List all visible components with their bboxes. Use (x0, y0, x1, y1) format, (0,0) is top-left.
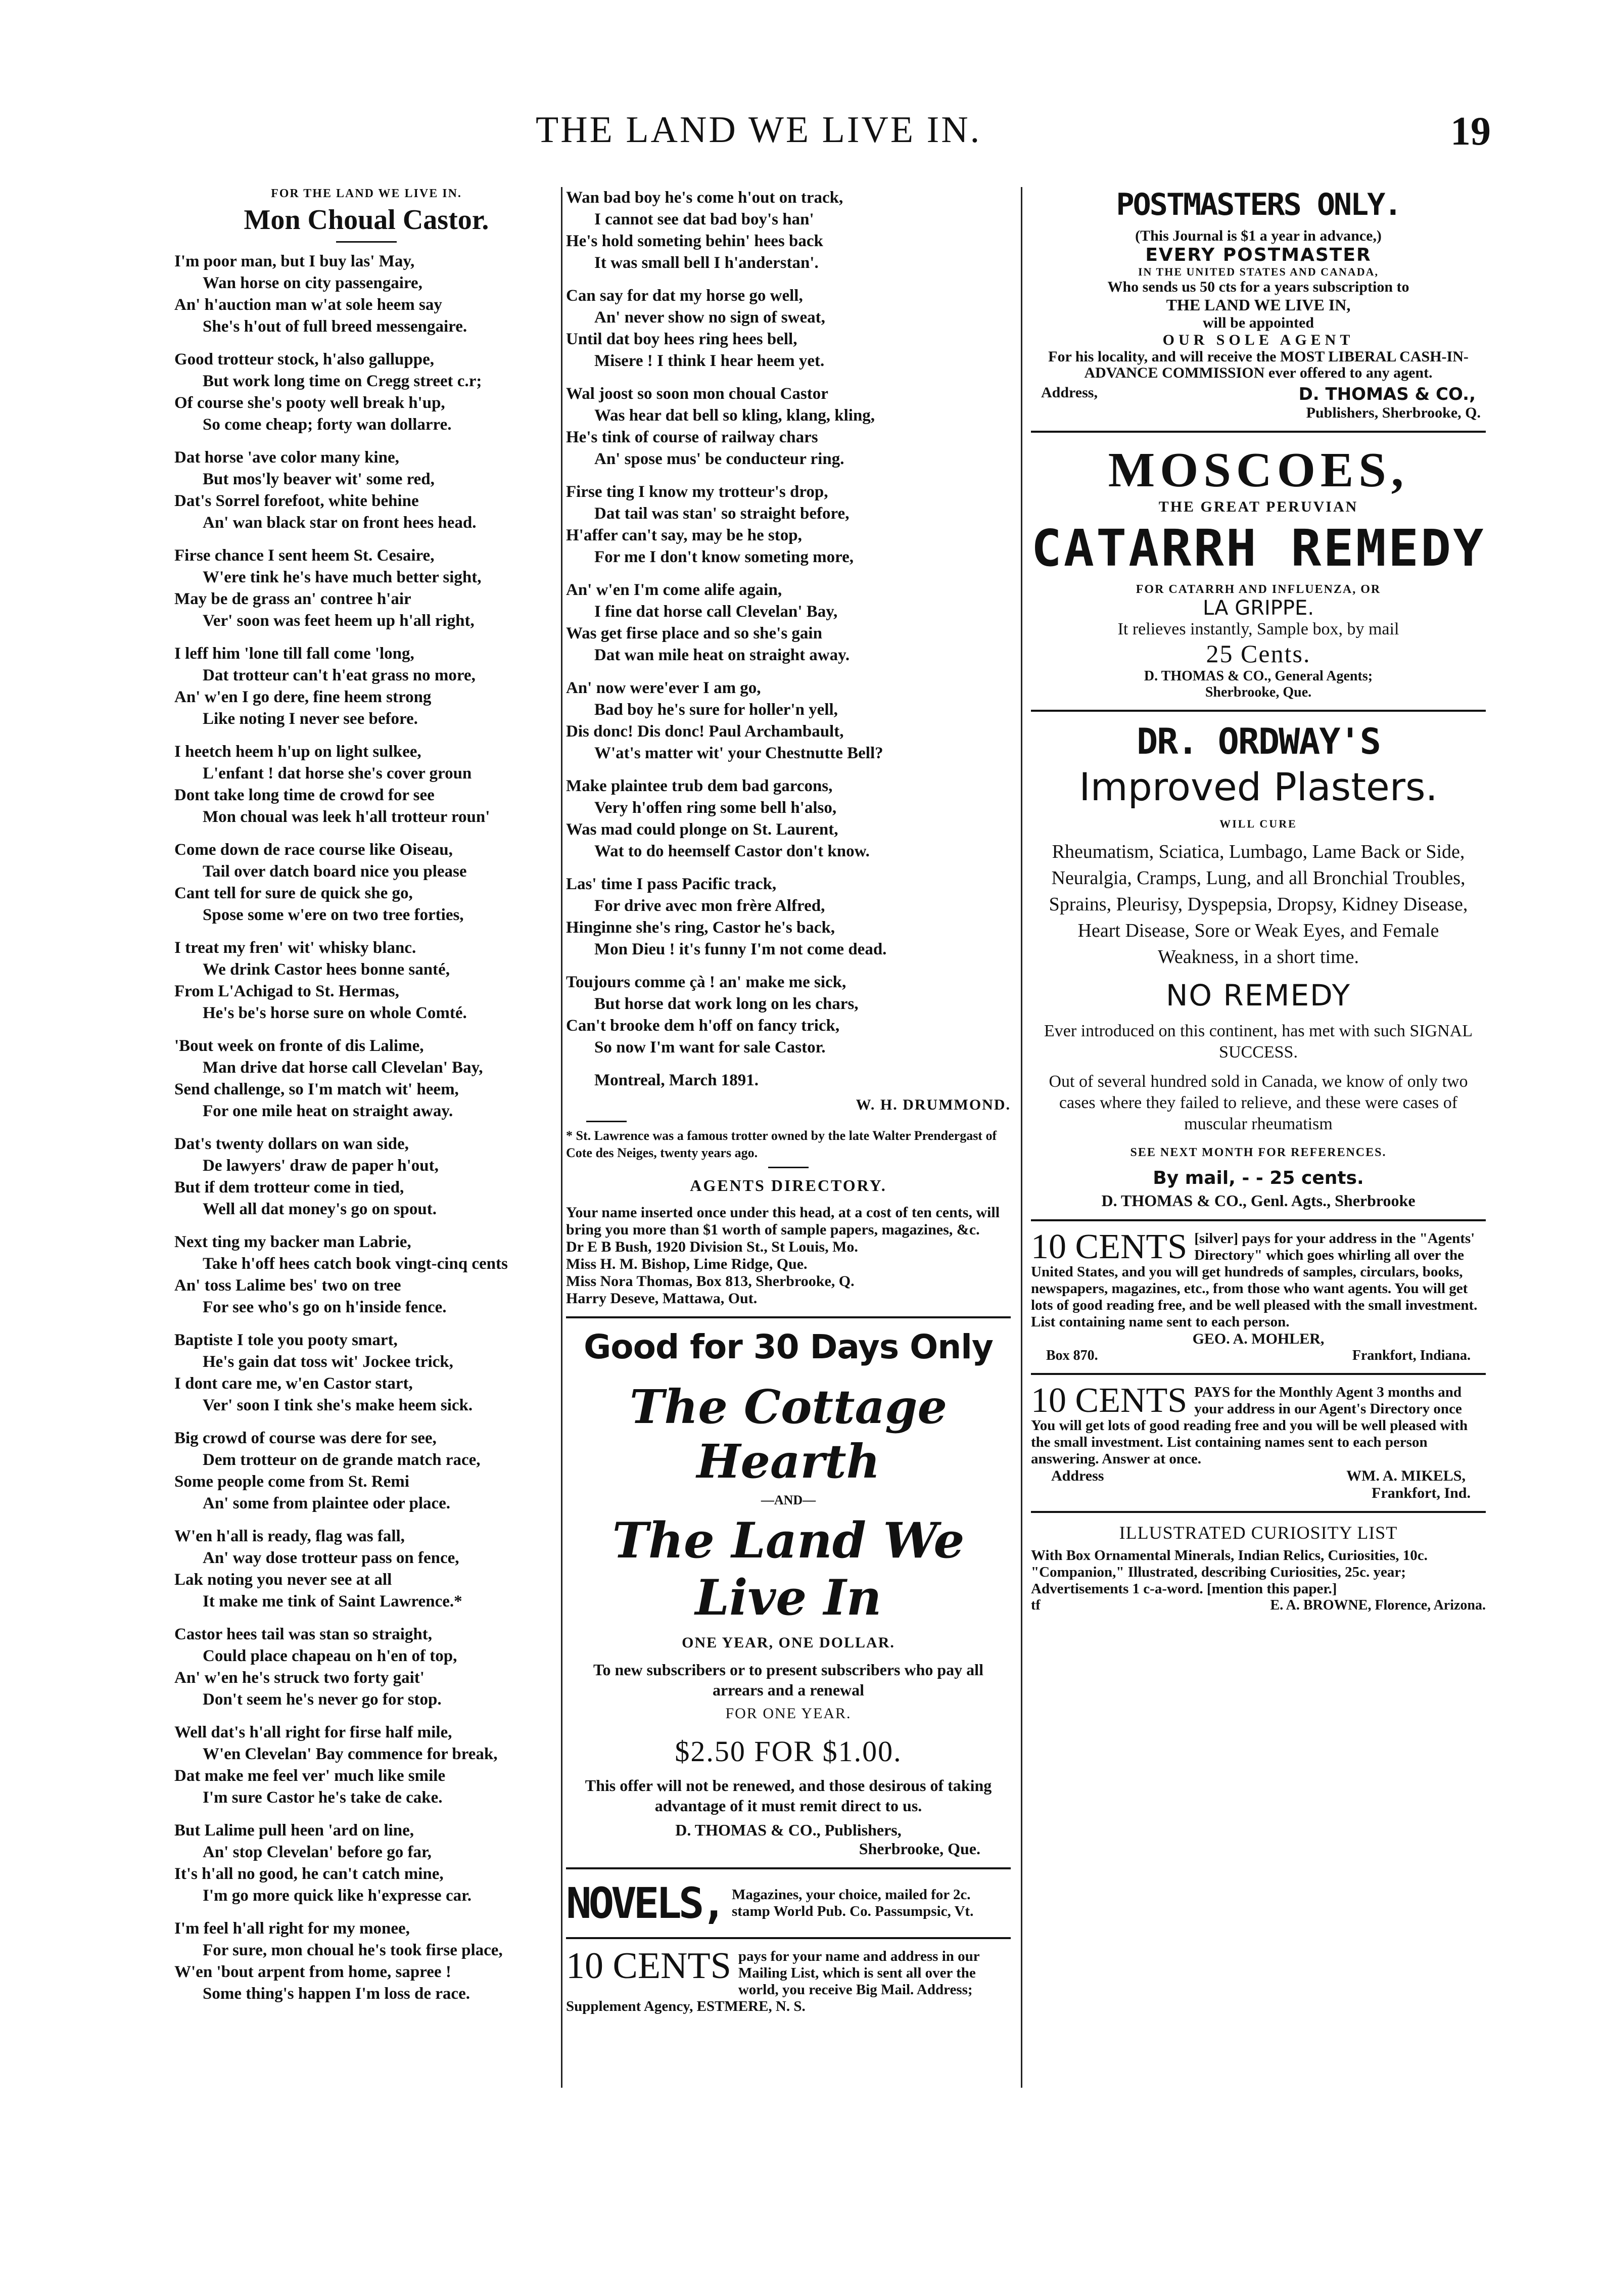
mikels-name: WM. A. MIKELS, (1346, 1467, 1466, 1484)
offer-place: Sherbrooke, Que. (859, 1840, 980, 1858)
poem-line: Baptiste I tole you pooty smart, (174, 1331, 398, 1349)
poem-signature: W. H. DRUMMOND. (856, 1096, 1011, 1113)
poem-stanza (174, 741, 558, 828)
advertisement-column (1031, 187, 1486, 1614)
poem-line: But work long time on Cregg street c.r; (203, 372, 482, 390)
poem-line: But Lalime pull heen 'ard on line, (174, 1821, 414, 1840)
ordway-out: Out of several hundred sold in Canada, we know of only two cases where they failed to relieve, and these were cases of muscular rheumatism (1049, 1072, 1468, 1133)
curiosity-name: E. A. BROWNE, Florence, Arizona. (1270, 1597, 1486, 1613)
poem-column (174, 187, 558, 2016)
poem-line: W'en Clevelan' Bay commence for break, (203, 1745, 498, 1763)
poem-line: But mos'ly beaver wit' some red, (203, 470, 435, 488)
poem-stanza (566, 972, 1011, 1059)
agents-directory-heading: AGENTS DIRECTORY. (690, 1176, 887, 1195)
ordway-agents: D. THOMAS & CO., Genl. Agts., Sherbrooke (1101, 1191, 1416, 1210)
poem-line: Well all dat money's go on spout. (203, 1200, 437, 1218)
agent-entry: Miss Nora Thomas, Box 813, Sherbrooke, Q. (566, 1273, 855, 1290)
publication-name: The Land We Live In (612, 1512, 965, 1626)
moscoes-ad (1031, 442, 1486, 701)
poem-line: L'enfant ! dat horse she's cover groun (203, 764, 472, 783)
poem-line: Ver' soon I tink she's make heem sick. (203, 1396, 473, 1414)
poem-stanza (566, 579, 1011, 666)
poem-stanza (566, 285, 1011, 372)
poem-line: Las' time I pass Pacific track, (566, 875, 777, 893)
offer-price-line: ONE YEAR, ONE DOLLAR. (682, 1634, 895, 1651)
poem-line: Well dat's h'all right for firse half mile, (174, 1723, 452, 1741)
cottage-hearth-offer (566, 1327, 1011, 1858)
poem-line: Of course she's pooty well break h'up, (174, 394, 445, 412)
poem-line: Next ting my backer man Labrie, (174, 1233, 411, 1251)
poem-dateline: Montreal, March 1891. (594, 1071, 759, 1089)
poem-line: Wan horse on city passengaire, (203, 274, 422, 292)
poem-line: Mon Dieu ! it's funny I'm not come dead. (594, 940, 887, 958)
poem-line: An' now were'ever I am go, (566, 679, 761, 697)
middle-column (566, 187, 1011, 2015)
poem-line: Can't brooke dem h'off on fancy trick, (566, 1017, 840, 1035)
poem-line: De lawyers' draw de paper h'out, (203, 1157, 439, 1175)
agent-entry: Miss H. M. Bishop, Lime Ridge, Que. (566, 1256, 808, 1272)
postmasters-title: POSTMASTERS ONLY. (1116, 187, 1401, 222)
page-header (0, 109, 1602, 169)
poem-line: Tail over datch board nice you please (203, 862, 467, 881)
poem-line: An' stop Clevelan' before go far, (203, 1843, 432, 1861)
poem-line: She's h'out of full breed messengaire. (203, 317, 467, 336)
poem-line: Some people come from St. Remi (174, 1473, 409, 1491)
poem-line: Dat trotteur can't h'eat grass no more, (203, 666, 476, 684)
postmasters-line: IN THE UNITED STATES AND CANADA, (1138, 265, 1379, 278)
poem-line: Firse chance I sent heem St. Cesaire, (174, 546, 435, 565)
divider (1031, 710, 1486, 712)
address-name: D. THOMAS & CO., (1298, 384, 1476, 404)
poem-stanza (174, 1722, 558, 1809)
ordway-cures: Rheumatism, Sciatica, Lumbago, Lame Back or Side, Neuralgia, Cramps, Lung, and all Bronchial Troubles, Sprains, Pleurisy, Dyspepsia, Dropsy, Kidney Disease, Heart Disease, Sore or Weak Eyes, and Female Weakness, in a short time. (1049, 841, 1468, 968)
poem-line: Lak noting you never see at all (174, 1571, 392, 1589)
poem-line: Could place chapeau on h'en of top, (203, 1647, 457, 1665)
ten-cents-word: 10 CENTS (1031, 1227, 1188, 1266)
ordway-no-remedy: NO REMEDY (1165, 978, 1351, 1013)
poem-line: He's gain dat toss wit' Jockee trick, (203, 1353, 453, 1371)
poem-line: I'm poor man, but I buy las' May, (174, 252, 415, 270)
poem-line: An' w'en he's struck two forty gait' (174, 1669, 425, 1687)
divider (566, 1316, 1011, 1318)
poem-line: But horse dat work long on les chars, (594, 995, 859, 1013)
poem-line: Hinginne she's ring, Castor he's back, (566, 919, 835, 937)
poem-line: H'affer can't say, may be he stop, (566, 526, 802, 544)
poem-line: Wal joost so soon mon choual Castor (566, 385, 828, 403)
offer-subscriber-text: To new subscribers or to present subscribers who pay all arrears and a renewal (593, 1661, 983, 1699)
agents-directory-text: Your name inserted once under this head, at a cost of ten cents, will bring you more than $1 worth of sample papers, magazines, &c. (566, 1204, 1000, 1238)
poem-line: W'ere tink he's have much better sight, (203, 568, 482, 586)
poem-stanza (174, 349, 558, 436)
column-rule (561, 187, 562, 2088)
curiosity-address (1031, 1597, 1486, 1614)
postmasters-line: will be appointed (1202, 314, 1314, 331)
ordway-see-next: SEE NEXT MONTH FOR REFERENCES. (1130, 1146, 1387, 1159)
mohler-box: Box 870. (1046, 1348, 1098, 1363)
poem-line: It was small bell I h'anderstan'. (594, 254, 819, 272)
running-title: THE LAND WE LIVE IN. (536, 109, 982, 151)
poem-line: Make plaintee trub dem bad garcons, (566, 777, 833, 795)
poem-line: I heetch heem h'up on light sulkee, (174, 743, 421, 761)
ten-cents-word: 10 CENTS (566, 1945, 731, 1987)
poem-stanza (174, 937, 558, 1024)
poem-line: Dat make me feel ver' much like smile (174, 1767, 446, 1785)
offer-note: This offer will not be renewed, and those desirous of taking advantage of it must remit direct to us. (585, 1776, 992, 1815)
poem-stanza (174, 1133, 558, 1220)
poem-line: An' h'auction man w'at sole heem say (174, 296, 442, 314)
mikels-place: Frankfort, Ind. (1372, 1485, 1471, 1501)
poem-line: An' toss Lalime bes' two on tree (174, 1276, 401, 1295)
postmasters-line: THE LAND WE LIVE IN, (1166, 296, 1351, 314)
divider (1031, 1219, 1486, 1221)
footnote: * St. Lawrence was a famous trotter owned by the late Walter Prendergast of Cote des Neiges, twenty years ago. (566, 1128, 997, 1160)
poem-line: Some thing's happen I'm loss de race. (203, 1985, 470, 2003)
poem-line: Mon choual was leek h'all trotteur roun' (203, 808, 490, 826)
poem-line: Dat horse 'ave color many kine, (174, 448, 399, 467)
poem-line: W'at's matter wit' your Chestnutte Bell? (594, 744, 883, 762)
address-place: Publishers, Sherbrooke, Q. (1306, 404, 1481, 421)
curiosity-tf: tf (1031, 1597, 1041, 1613)
poem-line: An' w'en I go dere, fine heem strong (174, 688, 432, 706)
poem-stanza (174, 1329, 558, 1416)
poem-stanza (174, 1231, 558, 1318)
poem-line: From L'Achigad to St. Hermas, (174, 982, 399, 1000)
poem-line: Cant tell for sure de quick she go, (174, 884, 413, 902)
moscoes-for: FOR CATARRH AND INFLUENZA, OR (1136, 583, 1381, 596)
moscoes-price: 25 Cents. (1206, 639, 1311, 668)
ordway-sub: Improved Plasters. (1079, 764, 1438, 809)
poem-line: Was hear dat bell so kling, klang, kling, (594, 406, 875, 425)
ordway-will-cure: WILL CURE (1219, 817, 1297, 830)
poem-line: Come down de race course like Oiseau, (174, 841, 453, 859)
poem-stanza (174, 447, 558, 534)
moscoes-grippe: LA GRIPPE. (1202, 596, 1314, 620)
poem-stanza (174, 839, 558, 926)
poem-line: Misere ! I think I hear heem yet. (594, 352, 825, 370)
ten-cents-word: 10 CENTS (1031, 1381, 1188, 1420)
poem-line: An' way dose trotteur pass on fence, (203, 1549, 459, 1567)
poem-line: Toujours comme çà ! an' make me sick, (566, 973, 846, 991)
poem-line: May be de grass an' contree h'air (174, 590, 411, 608)
poem-line: Wan bad boy he's come h'out on track, (566, 189, 843, 207)
poem-line: So now I'm want for sale Castor. (594, 1038, 826, 1057)
poem-line: An' wan black star on front hees head. (203, 514, 477, 532)
poem-line: We drink Castor hees bonne santé, (203, 960, 450, 979)
poem-line: W'en 'bout arpent from home, sapree ! (174, 1963, 451, 1981)
poem-line: I'm feel h'all right for my monee, (174, 1919, 410, 1938)
poem-line: An' never show no sign of sweat, (594, 308, 825, 327)
mohler-ad (1031, 1227, 1486, 1364)
poem-line: An' some from plaintee oder place. (203, 1494, 451, 1512)
poem-line: He's tink of course of railway chars (566, 428, 818, 446)
postmasters-ad (1031, 187, 1486, 422)
poem-line: He's be's horse sure on whole Comté. (203, 1004, 467, 1022)
postmasters-line: Who sends us 50 cts for a years subscription to (1107, 279, 1409, 295)
ordway-mail: By mail, - - 25 cents. (1153, 1168, 1364, 1188)
moscoes-agents: D. THOMAS & CO., General Agents; (1144, 668, 1373, 684)
poem-line: I fine dat horse call Clevelan' Bay, (594, 603, 838, 621)
divider (586, 1121, 627, 1122)
postmasters-line: (This Journal is $1 a year in advance,) (1135, 227, 1382, 244)
poem-line: W'en h'all is ready, flag was fall, (174, 1527, 405, 1545)
poem-stanza (174, 1820, 558, 1907)
poem-line: Dat's Sorrel forefoot, white behine (174, 492, 419, 510)
mikels-ad (1031, 1381, 1486, 1502)
novels-ad (566, 1878, 1011, 1928)
poem-line: Don't seem he's never go for stop. (203, 1690, 442, 1709)
poem-line: I'm go more quick like h'expresse car. (203, 1887, 472, 1905)
mikels-text: PAYS for the Monthly Agent 3 months and your address in our Agent's Directory once You will get lots of good reading free and you will be well pleased with the small investment. List containing names sent to each person answering. Answer at once. (1031, 1384, 1468, 1467)
poem-line: For see who's go on h'inside fence. (203, 1298, 447, 1316)
poem-stanza (566, 874, 1011, 960)
divider (1031, 1373, 1486, 1375)
poem-stanza (174, 643, 558, 730)
poem-line: Dis donc! Dis donc! Paul Archambault, (566, 722, 844, 741)
poem-stanza (174, 545, 558, 632)
poem-line: Wat to do heemself Castor don't know. (594, 842, 870, 860)
poem-stanza (566, 187, 1011, 274)
divider (768, 1167, 809, 1168)
poem-line: For sure, mon choual he's took firse place, (203, 1941, 503, 1959)
poem-line: Can say for dat my horse go well, (566, 287, 803, 305)
poem-line: Ver' soon was feet heem up h'all right, (203, 612, 475, 630)
poem-line: I treat my fren' wit' whisky blanc. (174, 939, 416, 957)
mohler-text: [silver] pays for your address in the "Agents' Directory" which goes whirling all over the United States, and you will get hundreds of samples, circulars, books, newspapers, magazines, etc., from those who want agents. You will get lots of good reading free, and be well pleased with the small investment. List containing name sent to each person. (1031, 1230, 1478, 1330)
poem-title: Mon Choual Castor. (244, 204, 489, 236)
offer-and: —AND— (761, 1493, 816, 1507)
poem-line: Big crowd of course was dere for see, (174, 1429, 437, 1447)
poem-stanza (566, 383, 1011, 470)
poem-line: Send challenge, so I'm match wit' heem, (174, 1080, 459, 1098)
poem-stanzas (174, 251, 558, 2005)
agent-entry: Harry Deseve, Mattawa, Out. (566, 1290, 758, 1307)
poem-line: Good trotteur stock, h'also galluppe, (174, 350, 434, 369)
mohler-address (1031, 1348, 1486, 1364)
divider (566, 1937, 1011, 1939)
curiosity-title: ILLUSTRATED CURIOSITY LIST (1119, 1523, 1398, 1543)
poem-stanza (174, 1624, 558, 1711)
poem-stanza (174, 1526, 558, 1613)
poem-stanza (174, 251, 558, 338)
poem-line: An' spose mus' be conducteur ring. (594, 450, 844, 468)
poem-line: I cannot see dat bad boy's han' (594, 210, 814, 228)
moscoes-relieves: It relieves instantly, Sample box, by mail (1117, 620, 1399, 638)
divider (1031, 1511, 1486, 1513)
offer-headline: Good for 30 Days Only (584, 1327, 993, 1366)
poem-line: Take h'off hees catch book vingt-cinq cents (203, 1255, 508, 1273)
poem-stanza (566, 677, 1011, 764)
ten-cents-text: pays for your name and address in our Mailing List, which is sent all over the world, you receive Big Mail. Address; Supplement Agency, ESTMERE, N. S. (566, 1948, 980, 2014)
poem-line: It make me tink of Saint Lawrence.* (203, 1592, 462, 1611)
ordway-ad (1031, 721, 1486, 1210)
poem-line: Until dat boy hees ring hees bell, (566, 330, 797, 348)
postmasters-address (1031, 384, 1486, 404)
poem-line: For drive avec mon frère Alfred, (594, 897, 825, 915)
poem-stanza (174, 1035, 558, 1122)
poem-line: 'Bout week on fronte of dis Lalime, (174, 1037, 424, 1055)
offer-term: FOR ONE YEAR. (725, 1705, 852, 1722)
poem-line: I'm sure Castor he's take de cake. (203, 1788, 443, 1807)
poem-line: An' w'en I'm come alife again, (566, 581, 782, 599)
divider (336, 241, 397, 243)
ordway-ever: Ever introduced on this continent, has met with such SIGNAL SUCCESS. (1044, 1022, 1473, 1062)
poem-dedication: FOR THE LAND WE LIVE IN. (271, 187, 462, 200)
poem-line: Spose some w'ere on two tree forties, (203, 906, 464, 924)
poem-line: So come cheap; forty wan dollarre. (203, 416, 452, 434)
poem-line: Dat wan mile heat on straight away. (594, 646, 850, 664)
agent-entry: Dr E B Bush, 1920 Division St., St Louis, Mo. (566, 1238, 858, 1255)
poem-line: Castor hees tail was stan so straight, (174, 1625, 432, 1643)
mohler-place: Frankfort, Indiana. (1352, 1348, 1471, 1363)
page-number: 19 (1450, 109, 1491, 154)
poem-line: But if dem trotteur come in tied, (174, 1178, 404, 1197)
poem-line: It's h'all no good, he can't catch mine, (174, 1865, 444, 1883)
poem-line: Firse ting I know my trotteur's drop, (566, 483, 828, 501)
moscoes-title: MOSCOES, (1108, 443, 1409, 497)
poem-line: He's hold someting behin' hees back (566, 232, 823, 250)
ordway-title: DR. ORDWAY'S (1137, 721, 1380, 762)
mohler-name: GEO. A. MOHLER, (1192, 1330, 1325, 1347)
agents-list (566, 1238, 1011, 1307)
poem-line: I dont care me, w'en Castor start, (174, 1374, 413, 1393)
supplement-agency-ad (566, 1945, 1011, 2015)
poem-line: Dat's twenty dollars on wan side, (174, 1135, 409, 1153)
poem-stanza (174, 1918, 558, 2005)
poem-line: Man drive dat horse call Clevelan' Bay, (203, 1059, 483, 1077)
poem-stanza (566, 481, 1011, 568)
offer-publisher: D. THOMAS & CO., Publishers, (675, 1821, 902, 1839)
curiosity-ad (1031, 1522, 1486, 1614)
curiosity-text: With Box Ornamental Minerals, Indian Relics, Curiosities, 10c. "Companion," Illustrated, describing Curiosities, 25c. year; Advertisements 1 c-a-word. [mention this paper.] (1031, 1547, 1428, 1597)
postmasters-line: EVERY POSTMASTER (1145, 245, 1372, 265)
address-label: Address (1051, 1467, 1104, 1484)
poem-line: Dont take long time de crowd for see (174, 786, 435, 804)
poem-line: Very h'offen ring some bell h'also, (594, 799, 837, 817)
publication-name: The Cottage Hearth (630, 1380, 947, 1489)
poem-line: Bad boy he's sure for holler'n yell, (594, 701, 838, 719)
column-rule (1021, 187, 1022, 2088)
offer-deal: $2.50 FOR $1.00. (675, 1735, 902, 1768)
poem-line: For one mile heat on straight away. (203, 1102, 453, 1120)
moscoes-place: Sherbrooke, Que. (1205, 684, 1312, 700)
poem-line: Was get firse place and so she's gain (566, 624, 822, 642)
poem-stanza (174, 1428, 558, 1514)
poem-line: I leff him 'lone till fall come 'long, (174, 645, 414, 663)
divider (1031, 431, 1486, 433)
poem-line: Like noting I never see before. (203, 710, 418, 728)
poem-line: Was mad could plonge on St. Laurent, (566, 820, 838, 839)
poem-stanza (566, 775, 1011, 862)
address-label: Address, (1041, 384, 1098, 401)
novels-word: NOVELS, (566, 1878, 724, 1928)
novels-text: Magazines, your choice, mailed for 2c. stamp World Pub. Co. Passumpsic, Vt. (732, 1887, 974, 1919)
moscoes-sub: THE GREAT PERUVIAN (1158, 498, 1358, 515)
divider (566, 1867, 1011, 1869)
postmasters-line: OUR SOLE AGENT (1162, 332, 1354, 348)
poem-line: For me I don't know someting more, (594, 548, 854, 566)
poem-line: Dat tail was stan' so straight before, (594, 504, 850, 523)
catarrh-remedy-logo: CATARRH REMEDY (1031, 519, 1486, 578)
poem-stanzas-continued (566, 187, 1011, 1059)
postmasters-line: For his locality, and will receive the MOST LIBERAL CASH-IN-ADVANCE COMMISSION ever offered to any agent. (1048, 348, 1469, 381)
mikels-address (1031, 1467, 1486, 1485)
poem-line: Dem trotteur on de grande match race, (203, 1451, 481, 1469)
